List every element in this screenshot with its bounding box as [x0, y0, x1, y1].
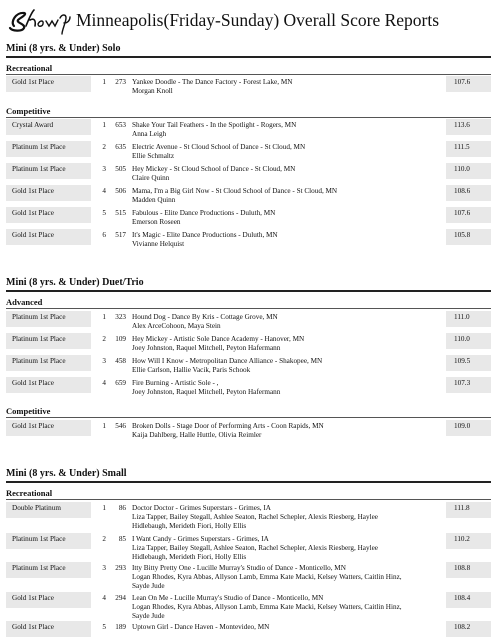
placement: 1	[102, 313, 106, 321]
routine-info: Fabulous - Elite Dance Productions - Duluth, MN	[132, 209, 276, 217]
dancer-names: Sayde Jude	[132, 582, 165, 590]
routine-info: Electric Avenue - St Cloud School of Dance - St Cloud, MN	[132, 143, 306, 151]
award-level: Gold 1st Place	[6, 229, 91, 245]
entry-number: 323	[115, 313, 126, 321]
placement: 2	[102, 335, 106, 343]
entry-number: 293	[115, 564, 126, 572]
page-title: Minneapolis(Friday-Sunday) Overall Score Reports	[76, 10, 440, 30]
award-level: Gold 1st Place	[6, 76, 91, 92]
dancer-names: Liza Tapper, Bailey Stegall, Ashlee Seaton, Rachel Schepler, Alexis Riesberg, Haylee	[132, 544, 378, 552]
award-level: Gold 1st Place	[6, 592, 91, 608]
group-heading: Recreational	[6, 488, 53, 498]
entry-number: 458	[115, 357, 126, 365]
placement: 1	[102, 121, 106, 129]
routine-info: Yankee Doodle - The Dance Factory - Forest Lake, MN	[132, 78, 293, 86]
entry-number: 635	[115, 143, 126, 151]
routine-info: Uptown Girl - Dance Haven - Montevideo, MN	[132, 623, 270, 631]
entry-number: 189	[115, 623, 126, 631]
placement: 6	[102, 231, 106, 239]
group-heading: Advanced	[6, 297, 43, 307]
dancer-names: Alex ArceCohoon, Maya Stein	[132, 322, 221, 330]
dancer-names: Anna Leigh	[132, 130, 167, 138]
dancer-names: Kaija Dahlberg, Halle Huttle, Olivia Reimler	[132, 431, 262, 439]
routine-info: It's Magic - Elite Dance Productions - Duluth, MN	[132, 231, 278, 239]
dancer-names: Joey Johnston, Raquel Mitchell, Peyton Hafermann	[132, 344, 281, 352]
routine-info: Lean On Me - Lucille Murray's Studio of Dance - Monticello, MN	[132, 594, 324, 602]
award-level: Platinum 1st Place	[6, 533, 91, 549]
award-level: Crystal Award	[6, 119, 91, 135]
routine-info: Hey Mickey - St Cloud School of Dance - St Cloud, MN	[132, 165, 296, 173]
score: 111.5	[454, 143, 470, 151]
score: 108.4	[454, 594, 471, 602]
group-heading: Competitive	[6, 106, 51, 116]
award-level: Gold 1st Place	[6, 377, 91, 393]
score: 108.8	[454, 564, 471, 572]
entry-number: 659	[115, 379, 126, 387]
group-heading: Recreational	[6, 63, 53, 73]
entry-number: 294	[115, 594, 126, 602]
group-divider	[6, 74, 491, 75]
dancer-names: Liza Tapper, Bailey Stegall, Ashlee Seaton, Rachel Schepler, Alexis Riesberg, Haylee	[132, 513, 378, 521]
score: 108.6	[454, 187, 471, 195]
placement: 1	[102, 504, 106, 512]
showstopper-logo-icon	[6, 4, 72, 36]
award-level: Double Platinum	[6, 502, 91, 518]
dancer-names: Madden Quinn	[132, 196, 176, 204]
score: 107.3	[454, 379, 471, 387]
award-level: Platinum 1st Place	[6, 333, 91, 349]
score: 108.2	[454, 623, 471, 631]
entry-number: 517	[115, 231, 126, 239]
award-level: Platinum 1st Place	[6, 355, 91, 371]
dancer-names: Claire Quinn	[132, 174, 170, 182]
section-heading: Mini (8 yrs. & Under) Duet/Trio	[6, 277, 144, 288]
award-level: Platinum 1st Place	[6, 163, 91, 179]
placement: 2	[102, 535, 106, 543]
entry-number: 273	[115, 78, 126, 86]
section-divider	[6, 290, 491, 292]
score: 107.6	[454, 209, 471, 217]
dancer-names: Hidlebaugh, Merideth Fiori, Holly Ellis	[132, 522, 247, 530]
section-heading: Mini (8 yrs. & Under) Solo	[6, 43, 121, 54]
placement: 3	[102, 564, 106, 572]
score: 110.0	[454, 335, 470, 343]
award-level: Gold 1st Place	[6, 420, 91, 436]
dancer-names: Joey Johnston, Raquel Mitchell, Peyton Hafermann	[132, 388, 281, 396]
routine-info: Mama, I'm a Big Girl Now - St Cloud School of Dance - St Cloud, MN	[132, 187, 338, 195]
group-heading: Competitive	[6, 406, 51, 416]
placement: 5	[102, 623, 106, 631]
entry-number: 109	[115, 335, 126, 343]
entry-number: 515	[115, 209, 126, 217]
score: 113.6	[454, 121, 470, 129]
award-level: Platinum 1st Place	[6, 562, 91, 578]
entry-number: 506	[115, 187, 126, 195]
routine-info: Broken Dolls - Stage Door of Performing Arts - Coon Rapids, MN	[132, 422, 324, 430]
score: 107.6	[454, 78, 471, 86]
score: 105.8	[454, 231, 471, 239]
score: 110.0	[454, 165, 470, 173]
routine-info: Hound Dog - Dance By Kris - Cottage Grove, MN	[132, 313, 278, 321]
score: 111.8	[454, 504, 470, 512]
dancer-names: Ellie Carlson, Hallie Vacik, Paris Schook	[132, 366, 251, 374]
group-divider	[6, 117, 491, 118]
report-header	[6, 4, 489, 38]
score: 109.0	[454, 422, 471, 430]
group-divider	[6, 417, 491, 418]
placement: 1	[102, 78, 106, 86]
award-level: Gold 1st Place	[6, 185, 91, 201]
placement: 2	[102, 143, 106, 151]
routine-info: Fire Burning - Artistic Sole - ,	[132, 379, 219, 387]
dancer-names: Emerson Roseen	[132, 218, 181, 226]
dancer-names: Sayde Jude	[132, 612, 165, 620]
placement: 4	[102, 187, 106, 195]
dancer-names: Ellie Schmaltz	[132, 152, 175, 160]
dancer-names: Logan Rhodes, Kyra Abbas, Allyson Lamb, Emma Kate Macki, Kelsey Watters, Caitlin Hinz,	[132, 573, 402, 581]
dancer-names: Morgan Knoll	[132, 87, 173, 95]
dancer-names: Logan Rhodes, Kyra Abbas, Allyson Lamb, Emma Kate Macki, Kelsey Watters, Caitlin Hinz,	[132, 603, 402, 611]
section-divider	[6, 481, 491, 483]
award-level: Gold 1st Place	[6, 621, 91, 637]
group-divider	[6, 499, 491, 500]
entry-number: 85	[118, 535, 126, 543]
placement: 3	[102, 357, 106, 365]
section-divider	[6, 56, 491, 58]
routine-info: Doctor Doctor - Grimes Superstars - Grimes, IA	[132, 504, 271, 512]
dancer-names: Vivianne Helquist	[132, 240, 185, 248]
routine-info: Shake Your Tail Feathers - In the Spotlight - Rogers, MN	[132, 121, 297, 129]
routine-info: I Want Candy - Grimes Superstars - Grimes, IA	[132, 535, 269, 543]
entry-number: 546	[115, 422, 126, 430]
routine-info: Itty Bitty Pretty One - Lucille Murray's Studio of Dance - Monticello, MN	[132, 564, 346, 572]
entry-number: 653	[115, 121, 126, 129]
entry-number: 505	[115, 165, 126, 173]
score: 110.2	[454, 535, 470, 543]
placement: 1	[102, 422, 106, 430]
score: 109.5	[454, 357, 471, 365]
placement: 4	[102, 594, 106, 602]
routine-info: How Will I Know - Metropolitan Dance Alliance - Shakopee, MN	[132, 357, 323, 365]
placement: 3	[102, 165, 106, 173]
award-level: Platinum 1st Place	[6, 311, 91, 327]
award-level: Gold 1st Place	[6, 207, 91, 223]
dancer-names: Hidlebaugh, Merideth Fiori, Holly Ellis	[132, 553, 247, 561]
routine-info: Hey Mickey - Artistic Sole Dance Academy - Hanover, MN	[132, 335, 305, 343]
award-level: Platinum 1st Place	[6, 141, 91, 157]
placement: 4	[102, 379, 106, 387]
section-heading: Mini (8 yrs. & Under) Small	[6, 468, 127, 479]
placement: 5	[102, 209, 106, 217]
entry-number: 86	[118, 504, 126, 512]
group-divider	[6, 308, 491, 309]
score: 111.0	[454, 313, 470, 321]
